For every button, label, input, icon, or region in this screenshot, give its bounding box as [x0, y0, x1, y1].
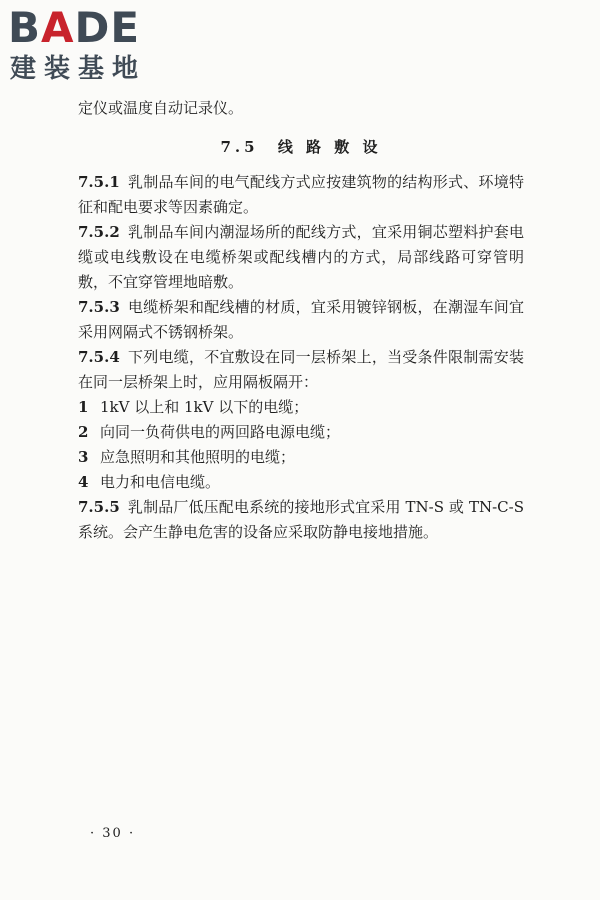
section-title: 线 路 敷 设 [277, 138, 382, 156]
logo-letter-b: B [8, 3, 42, 52]
clause-7-5-1 [78, 170, 524, 220]
clause-7-5-2 [78, 220, 524, 295]
clause-7-5-3 [78, 295, 524, 345]
list-item-text: 应急照明和其他照明的电缆； [100, 448, 296, 466]
clause-text: 乳制品厂低压配电系统的接地形式宜采用 TN-S 或 TN-C-S 系统。会产生静电危害的设备应采取防静电接地措施。 [78, 498, 524, 541]
logo-subtitle: 建装基地 [10, 54, 147, 84]
clause-number: 7.5.3 [78, 298, 120, 316]
list-item-text: 1kV 以上和 1kV 以下的电缆； [100, 398, 309, 416]
list-item [78, 420, 524, 445]
list-item [78, 445, 524, 470]
list-item-number: 1 [78, 398, 89, 416]
continuation-text: 定仪或温度自动记录仪。 [78, 99, 244, 117]
section-number: 7.5 [220, 138, 259, 156]
list-item [78, 470, 524, 495]
list-item-text: 向同一负荷供电的两回路电源电缆； [100, 423, 341, 441]
bade-logo [8, 4, 178, 86]
logo-letter-a: A [41, 3, 75, 52]
clause-7-5-4 [78, 345, 524, 395]
section-heading [78, 135, 524, 160]
list-item-number: 4 [78, 473, 89, 491]
list-item [78, 395, 524, 420]
clause-text: 电缆桥架和配线槽的材质，宜采用镀锌钢板，在潮湿车间宜采用网隔式不锈钢桥架。 [78, 298, 524, 341]
clause-text: 乳制品车间的电气配线方式应按建筑物的结构形式、环境特征和配电要求等因素确定。 [78, 173, 524, 216]
clause-number: 7.5.1 [78, 173, 120, 191]
logo-wordmark [8, 4, 140, 52]
logo-letters-de: DE [74, 3, 141, 52]
clause-number: 7.5.2 [78, 223, 120, 241]
document-body [78, 96, 524, 545]
list-item-number: 2 [78, 423, 89, 441]
clause-number: 7.5.5 [78, 498, 120, 516]
list-item-number: 3 [78, 448, 89, 466]
page-number: · 30 · [90, 826, 136, 841]
list-item-text: 电力和电信电缆。 [100, 473, 221, 491]
clause-number: 7.5.4 [78, 348, 120, 366]
clause-text: 乳制品车间内潮湿场所的配线方式，宜采用铜芯塑料护套电缆或电线敷设在电缆桥架或配线槽内的方式，局部线路可穿管明敷，不宜穿管埋地暗敷。 [78, 223, 524, 291]
clause-text: 下列电缆，不宜敷设在同一层桥架上，当受条件限制需安装在同一层桥架上时，应用隔板隔开： [78, 348, 524, 391]
clause-7-5-5 [78, 495, 524, 545]
